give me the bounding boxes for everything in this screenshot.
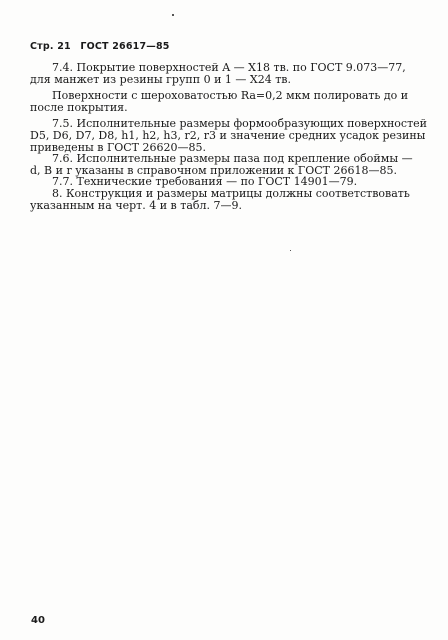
text-line: для манжет из резины групп 0 и 1 — X24 тв. — [30, 72, 291, 86]
standard-number: ГОСТ 26617—85 — [80, 41, 170, 52]
body-text — [30, 61, 428, 212]
text-line: 8. Конструкция и размеры матрицы должны соответствовать — [52, 186, 410, 200]
text-line: D5, D6, D7, D8, h1, h2, h3, r2, r3 и значение средних усадок резины — [30, 128, 426, 142]
paragraph-7-5 — [30, 117, 428, 154]
scan-speck — [290, 250, 291, 251]
paragraph-7-4 — [30, 62, 420, 85]
paragraph-7-6 — [30, 153, 420, 176]
page-header — [30, 41, 176, 52]
text-line: после покрытия. — [30, 100, 128, 114]
text-line: приведены в ГОСТ 26620—85. — [30, 140, 206, 154]
text-line: Поверхности с шероховатостью Ra=0,2 мкм полировать до и — [52, 89, 409, 103]
text-line: указанным на черт. 4 и в табл. 7—9. — [30, 198, 242, 212]
text-line: 7.7. Технические требования — по ГОСТ 14901—79. — [52, 175, 358, 189]
paragraph-8 — [30, 188, 420, 211]
text-line: 7.6. Исполнительные размеры паза под крепление обоймы — — [52, 152, 413, 166]
page-number: 40 — [31, 615, 45, 626]
page-label: Стр. 21 — [30, 41, 71, 52]
text-line: d, B и r указаны в справочном приложении к ГОСТ 26618—85. — [30, 163, 397, 177]
paragraph-roughness — [30, 90, 420, 113]
text-line: 7.4. Покрытие поверхностей A — X18 тв. по ГОСТ 9.073—77, — [52, 61, 406, 74]
scan-speck — [172, 14, 174, 16]
text-line: 7.5. Исполнительные размеры формообразующих поверхностей — [52, 117, 428, 131]
